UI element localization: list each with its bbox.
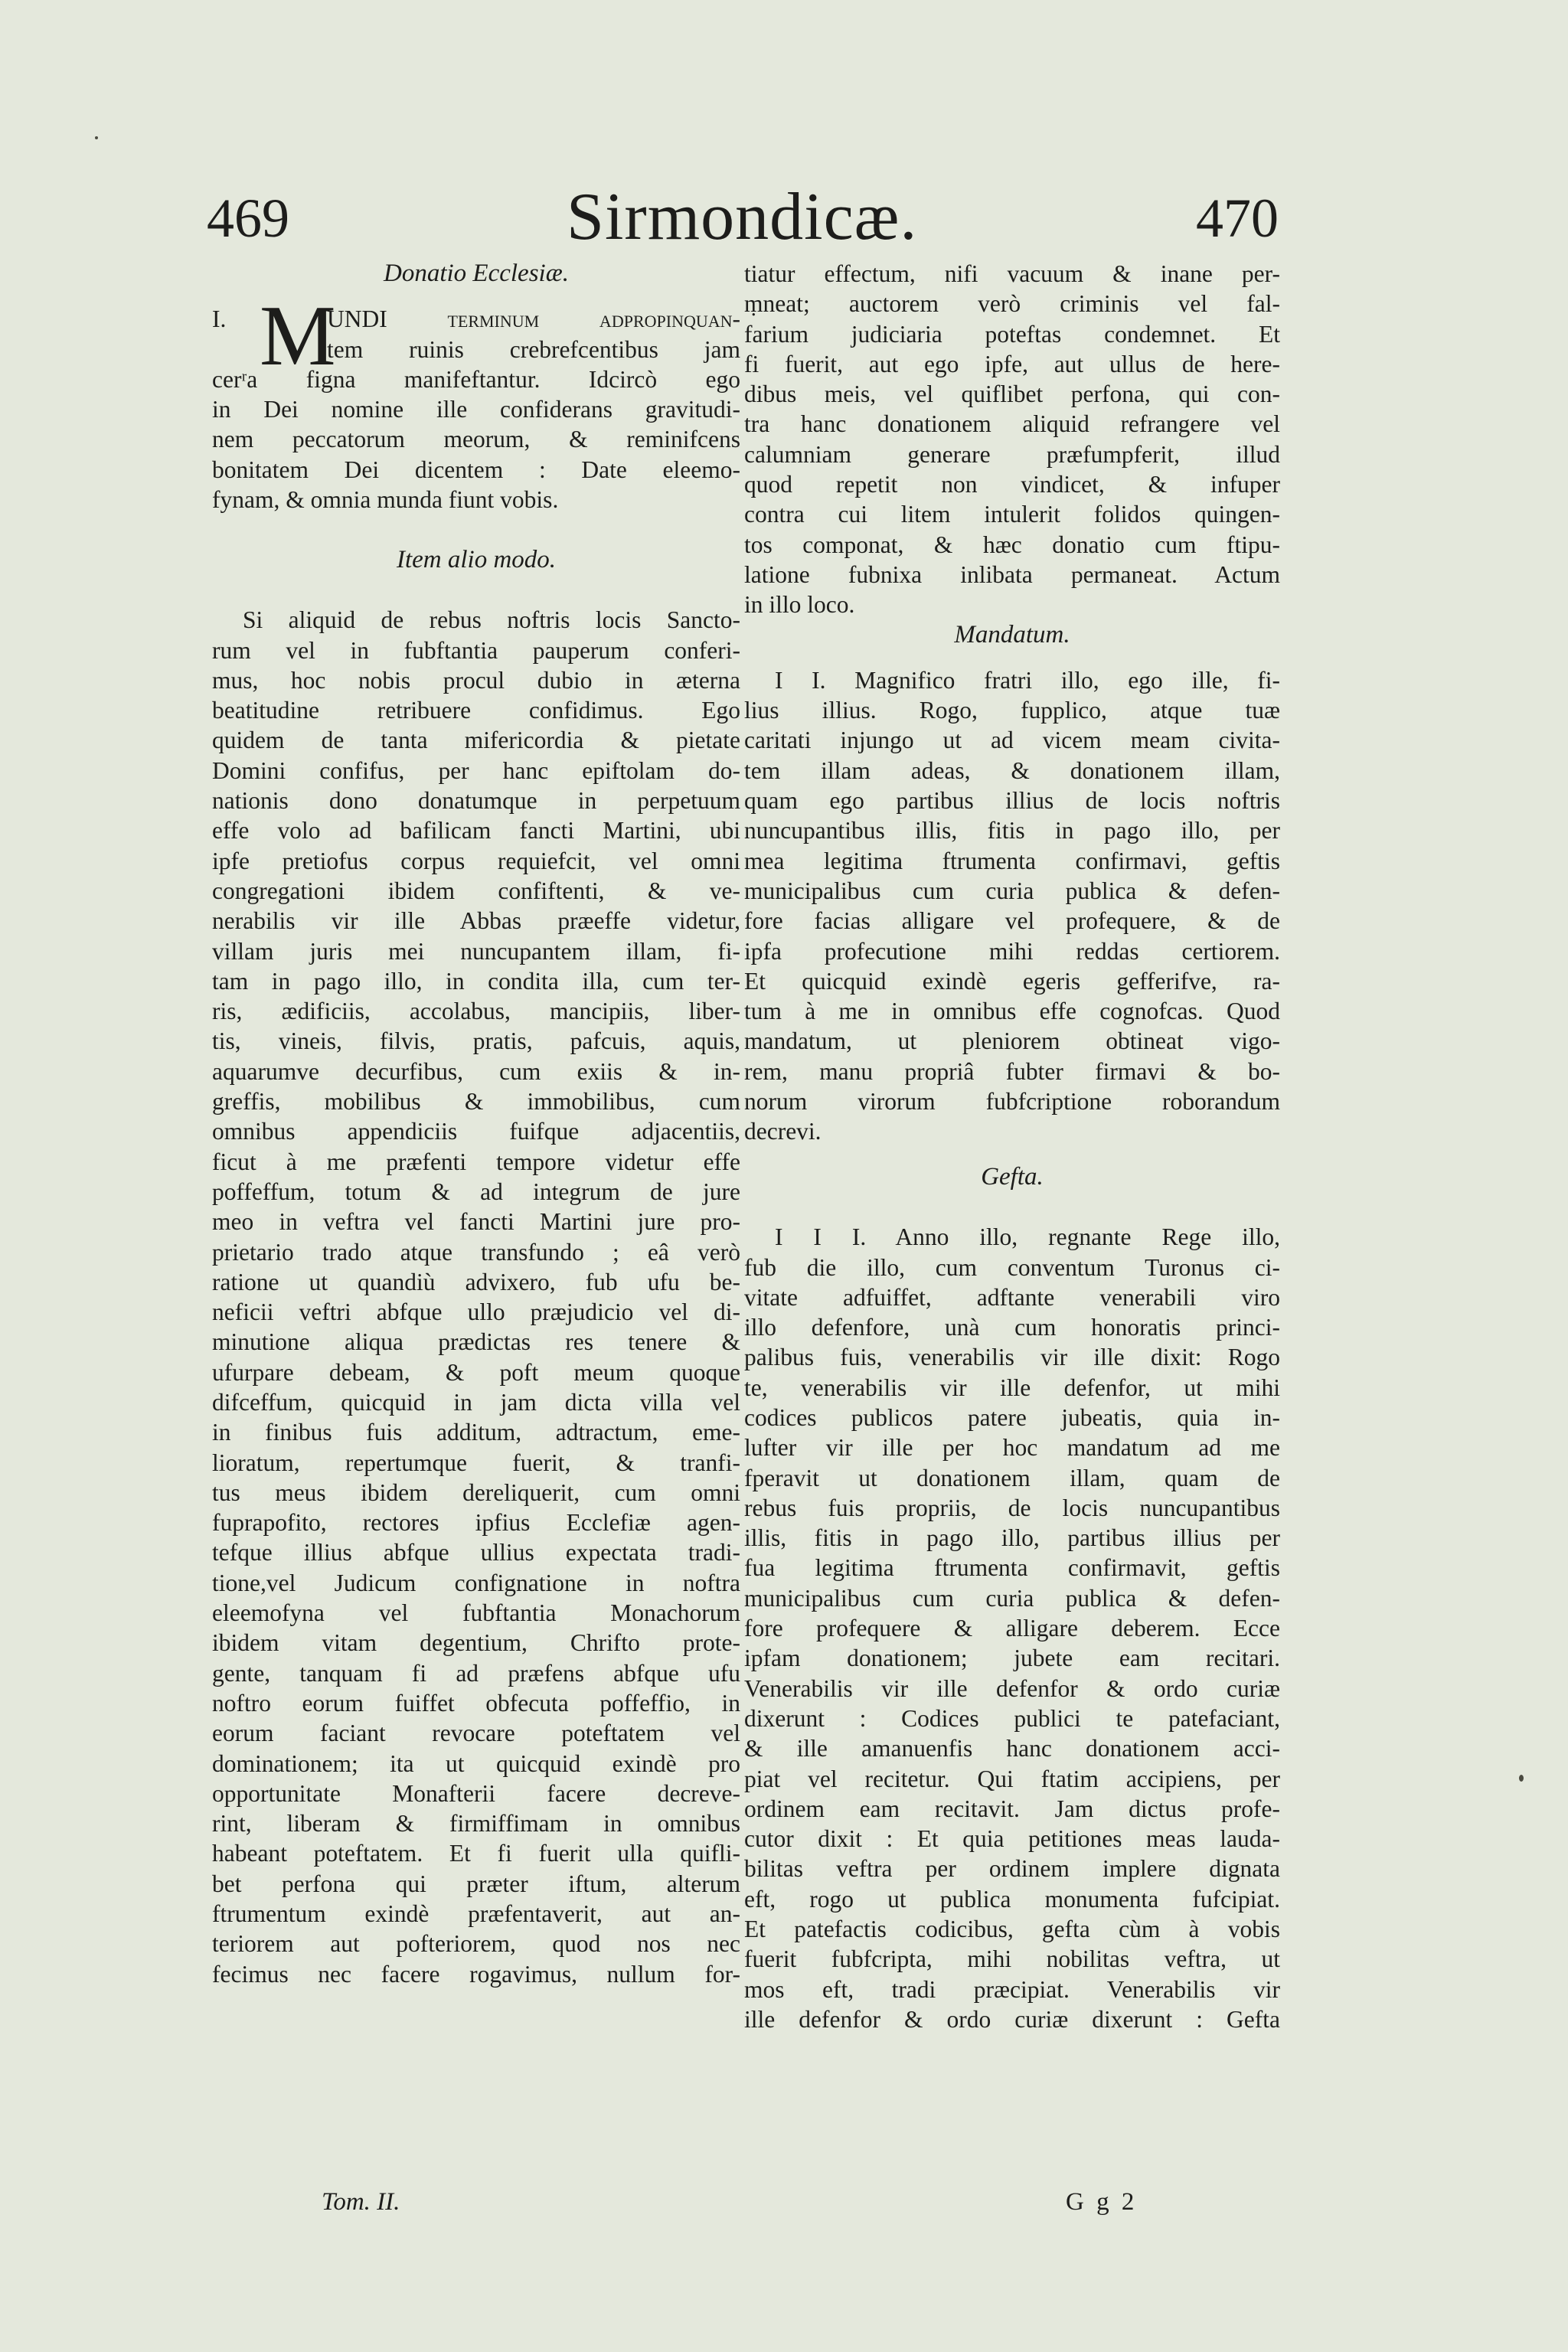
drop-cap-letter: M — [260, 289, 336, 384]
text-line: dixerunt : Codices publici te patefaciant, — [744, 1704, 1280, 1732]
text-line: quod repetit non vindicet, & infuper — [744, 471, 1280, 498]
text-line: tiatur effectum, nifi vacuum & inane per- — [744, 260, 1280, 287]
text-line: caritati injungo ut ad vicem meam civita- — [744, 727, 1280, 754]
text-line: fuprapofito, rectores ipfius Ecclefiæ agen- — [212, 1509, 740, 1537]
text-line: poffeffum, totum & ad integrum de jure — [212, 1178, 740, 1205]
text-line: bilitas veftra per ordinem implere dignata — [744, 1855, 1280, 1883]
text-line: in illo loco. — [744, 591, 855, 619]
text-line: ordinem eam recitavit. Jam dictus profe- — [744, 1795, 1280, 1822]
text-line: Domini confifus, per hanc epiftolam do- — [212, 756, 740, 784]
text-line: municipalibus cum curia publica & defen- — [744, 1584, 1280, 1612]
section-heading: Gefta. — [981, 1162, 1044, 1191]
text-line: ille defenfor & ordo curiæ dixerunt : Gefta — [744, 2005, 1280, 2033]
text-line: fynam, & omnia munda fiunt vobis. — [212, 486, 559, 514]
text-line: tem illam adeas, & donationem illam, — [744, 756, 1280, 784]
text-line: congregationi ibidem confiftenti, & ve- — [212, 877, 740, 904]
text-line: bet perfona qui præter iftum, alterum — [212, 1870, 740, 1897]
text-line: ṃneat; auctorem verò criminis vel fal- — [744, 290, 1280, 318]
text-line: prietario trado atque transfundo ; eâ verò — [212, 1238, 740, 1266]
text-line: illo defenfore, unà cum honoratis princi- — [744, 1314, 1280, 1341]
text-line: Venerabilis vir ille defenfor & ordo curiæ — [744, 1674, 1280, 1702]
text-line: tefque illius abfque ullius expectata tradi- — [212, 1539, 740, 1566]
text-line: dominationem; ita ut quicquid exindè pro — [212, 1749, 740, 1777]
text-line: & ille amanuenfis hanc donationem acci- — [744, 1735, 1280, 1762]
text-line: codices publicos patere jubeatis, quia in- — [744, 1403, 1280, 1431]
text-line: aquarumve decurfibus, cum exiis & in- — [212, 1057, 740, 1085]
text-line: rint, liberam & firmiffimam in omnibus — [212, 1810, 740, 1838]
text-line: lioratum, repertumque fuerit, & tranfi- — [212, 1449, 740, 1476]
page-header — [207, 180, 1279, 260]
signature-mark: G g 2 — [1066, 2188, 1138, 2216]
paper-speck — [95, 136, 98, 139]
text-line: ficut à me præfenti tempore videtur effe — [212, 1148, 740, 1175]
text-line: beatitudine retribuere confidimus. Ego — [212, 697, 740, 724]
text-line: lius illius. Rogo, fupplico, atque tuæ — [744, 697, 1280, 724]
section-heading: Donatio Ecclesiæ. — [384, 260, 569, 287]
text-line: nuncupantibus illis, fitis in pago illo, per — [744, 817, 1280, 844]
text-line: fperavit ut donationem illam, quam de — [744, 1464, 1280, 1491]
text-line: ris, ædificiis, accolabus, mancipiis, liber- — [212, 998, 740, 1025]
text-line: fua legitima ftrumenta confirmavit, geftis — [744, 1554, 1280, 1582]
running-title: Sirmondicæ. — [567, 180, 918, 254]
section-heading: Mandatum. — [954, 620, 1070, 648]
text-line: contra cui litem intulerit folidos quingen- — [744, 501, 1280, 528]
text-line: opportunitate Monafterii facere decreve- — [212, 1779, 740, 1807]
text-line: tam in pago illo, in condita illa, cum ter- — [212, 967, 740, 995]
text-line: gente, tanquam fi ad præfens abfque ufu — [212, 1659, 740, 1687]
section-heading: Item alio modo. — [396, 545, 557, 573]
text-line: teriorem aut pofteriorem, quod nos nec — [212, 1930, 740, 1958]
text-line: Et quicquid exindè egeris gefferifve, ra- — [744, 967, 1280, 995]
text-line: latione fubnixa inlibata permaneat. Actum — [744, 560, 1280, 588]
text-line: bonitatem Dei dicentem : Date eleemo- — [212, 456, 740, 483]
text-line: mos eft, tradi præcipiat. Venerabilis vir — [744, 1975, 1280, 2003]
volume-footer: Tom. II. — [322, 2188, 400, 2216]
text-line: piat vel recitetur. Qui ftatim accipiens, per — [744, 1765, 1280, 1792]
left-page-number: 469 — [207, 188, 289, 249]
text-line: fecimus nec facere rogavimus, nullum for- — [212, 1960, 740, 1988]
text-line: fore profequere & alligare deberem. Ecce — [744, 1615, 1280, 1642]
text-line: te, venerabilis vir ille defenfor, ut mihi — [744, 1374, 1280, 1401]
text-line: tum à me in omnibus effe cognofcas. Quod — [744, 998, 1280, 1025]
text-line: mandatum, ut pleniorem obtineat vigo- — [744, 1027, 1280, 1055]
text-line: meo in veftra vel fancti Martini jure pro- — [212, 1208, 740, 1236]
text-line: ipfe pretiofus corpus requiefcit, vel omni — [212, 847, 740, 874]
text-line: ipfa profecutione mihi reddas certiorem. — [744, 937, 1280, 965]
text-line: tem ruinis crebrefcentibus jam — [327, 335, 740, 363]
text-line: eleemofyna vel fubftantia Monachorum — [212, 1599, 740, 1627]
text-line: rum vel in fubftantia pauperum conferi- — [212, 636, 740, 664]
text-line: Et patefactis codicibus, gefta cùm à vobis — [744, 1916, 1280, 1943]
text-line: eorum faciant revocare poteftatem vel — [212, 1720, 740, 1747]
text-line: effe volo ad bafilicam fancti Martini, ubi — [212, 817, 740, 844]
text-line: minutione aliqua prædictas res tenere & — [212, 1328, 740, 1356]
section-number: I. — [212, 305, 227, 333]
right-column — [744, 259, 1280, 2034]
left-column — [212, 259, 740, 1989]
text-line: fore facias alligare vel profequere, & de — [744, 907, 1280, 935]
text-line: ipfam donationem; jubete eam recitari. — [744, 1645, 1280, 1672]
text-line: nerabilis vir ille Abbas præeffe videtur, — [212, 907, 740, 935]
text-line: tione,vel Judicum confignatione in noftra — [212, 1569, 740, 1596]
text-line: noftro eorum fuiffet obfecuta poffeffio, in — [212, 1689, 740, 1717]
text-line: tis, vineis, filvis, pratis, pafcuis, aquis, — [212, 1027, 740, 1055]
text-line: habeant poteftatem. Et fi fuerit ulla quifli- — [212, 1840, 740, 1867]
text-line: difceffum, quicquid in jam dicta villa vel — [212, 1388, 740, 1416]
text-line: nem peccatorum meorum, & reminifcens — [212, 426, 740, 453]
text-line: ibidem vitam degentium, Chrifto prote- — [212, 1629, 740, 1657]
text-line: quidem de tanta mifericordia & pietate — [212, 727, 740, 754]
text-line: tra hanc donationem aliquid refrangere vel — [744, 410, 1280, 438]
text-line: palibus fuis, venerabilis vir ille dixit: Rogo — [744, 1344, 1280, 1371]
text-line: villam juris mei nuncupantem illam, fi- — [212, 937, 740, 965]
text-line: nationis dono donatumque in perpetuum — [212, 787, 740, 815]
text-line: ufurpare debeam, & poft meum quoque — [212, 1358, 740, 1386]
text-line: ftrumentum exindè præfentaverit, aut an- — [212, 1900, 740, 1928]
text-line: mus, hoc nobis procul dubio in æterna — [212, 666, 740, 694]
text-line: farium judiciaria poteftas condemnet. Et — [744, 320, 1280, 348]
text-line: ratione ut quandiù advixero, fub ufu be- — [212, 1268, 740, 1295]
text-line: rebus fuis propriis, de locis nuncupantibus — [744, 1494, 1280, 1521]
text-line: mea legitima ftrumenta confirmavi, geftis — [744, 847, 1280, 874]
text-line: tus meus ibidem dereliquerit, cum omni — [212, 1478, 740, 1506]
text-line: norum virorum fubfcriptione roborandum — [744, 1088, 1280, 1116]
text-line: dibus meis, vel quiflibet perfona, qui con- — [744, 381, 1280, 408]
text-line: UNDI terminum adpropinquan- — [327, 305, 740, 333]
text-line: fub die illo, cum conventum Turonus ci- — [744, 1253, 1280, 1281]
text-line: in Dei nomine ille confiderans gravitudi- — [212, 396, 740, 423]
text-line: cutor dixit : Et quia petitiones meas lauda- — [744, 1825, 1280, 1853]
text-line: I I I. Anno illo, regnante Rege illo, — [775, 1223, 1280, 1251]
text-line: lufter vir ille per hoc mandatum ad me — [744, 1434, 1280, 1462]
text-line: cerʳa figna manifeftantur. Idcircò ego — [212, 365, 740, 393]
text-line: fuerit fubfcripta, mihi nobilitas veftra, ut — [744, 1945, 1280, 1973]
text-line: fi fuerit, aut ego ipfe, aut ullus de here- — [744, 350, 1280, 377]
text-line: omnibus appendiciis fuifque adjacentiis, — [212, 1118, 740, 1145]
text-line: eft, rogo ut publica monumenta fufcipiat. — [744, 1885, 1280, 1913]
text-line: I I. Magnifico fratri illo, ego ille, fi- — [775, 666, 1280, 694]
text-line: illis, fitis in pago illo, partibus illius per — [744, 1524, 1280, 1552]
text-line: quam ego partibus illius de locis noftris — [744, 787, 1280, 815]
text-line: tos componat, & hæc donatio cum ftipu- — [744, 531, 1280, 558]
text-line: greffis, mobilibus & immobilibus, cum — [212, 1088, 740, 1116]
right-page-number: 470 — [1196, 188, 1279, 249]
text-line: calumniam generare præfumpferit, illud — [744, 440, 1280, 468]
text-line: municipalibus cum curia publica & defen- — [744, 877, 1280, 904]
text-line: in finibus fuis additum, adtractum, eme- — [212, 1419, 740, 1446]
text-line: Si aliquid de rebus noftris locis Sancto- — [243, 606, 740, 634]
text-line: neficii veftri abfque ullo præjudicio vel di- — [212, 1298, 740, 1326]
paper-speck — [1519, 1775, 1524, 1782]
text-line: vitate adfuiffet, adftante venerabili viro — [744, 1283, 1280, 1311]
text-line: decrevi. — [744, 1118, 822, 1145]
text-line: rem, manu propriâ fubter firmavi & bo- — [744, 1057, 1280, 1085]
